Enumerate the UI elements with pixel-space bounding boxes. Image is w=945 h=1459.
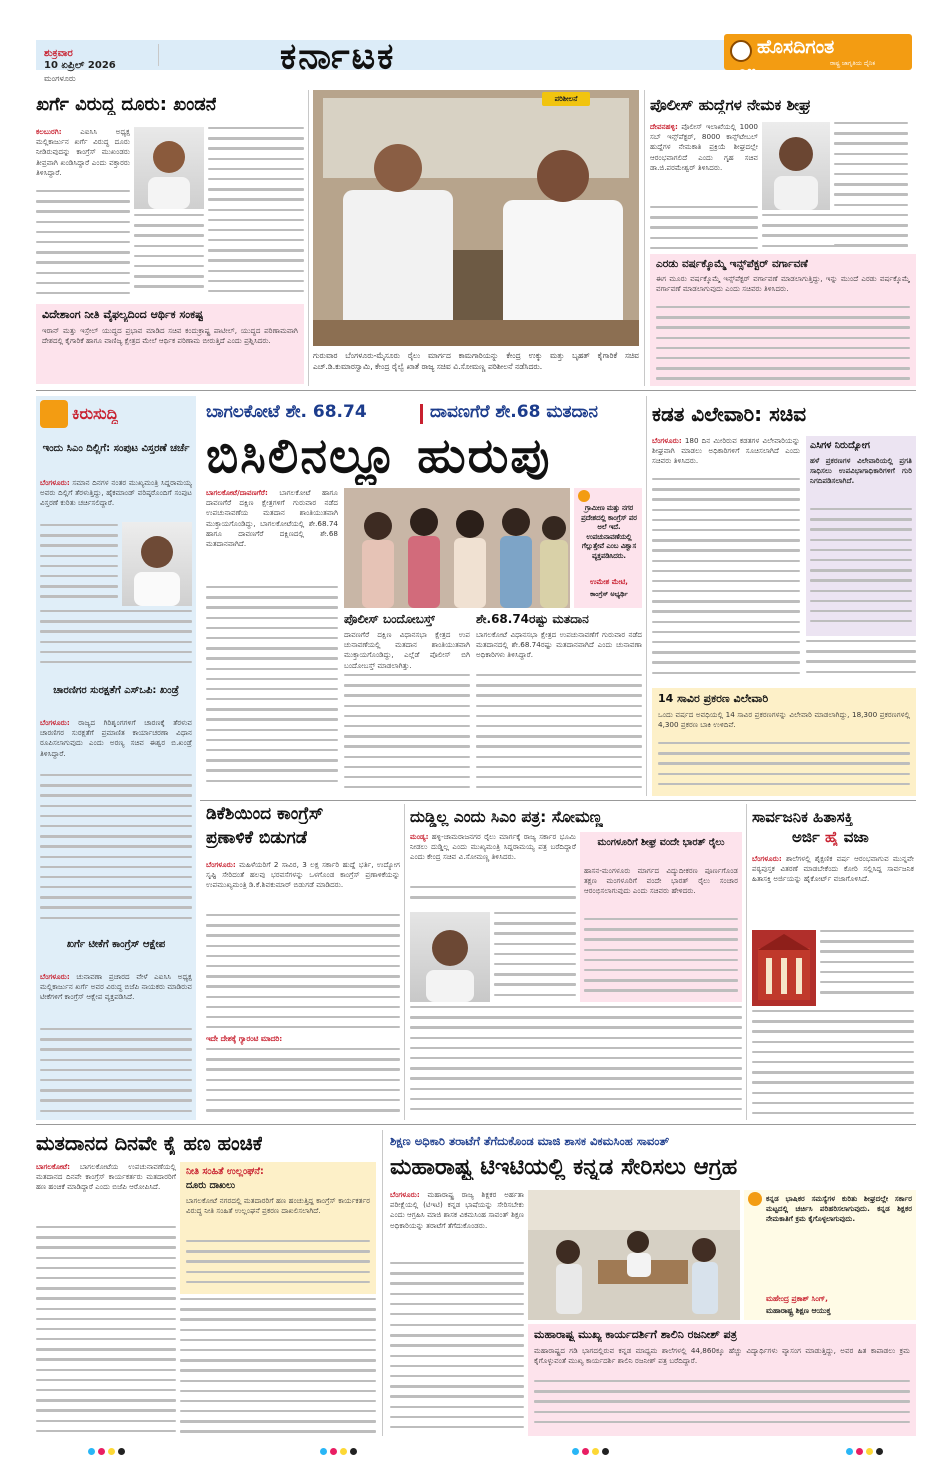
shalini-text: ಮಹಾರಾಷ್ಟ್ರದ ಗಡಿ ಭಾಗದಲ್ಲಿರುವ ಕನ್ನಡ ಮಾಧ್ಯಮ ಶಾಲೆಗಳಲ್ಲಿ 44,860ಕ್ಕೂ ಹೆಚ್ಚು ವಿದ್ಯಾರ್ಥಿಗಳು ವ್ಯಾಸಂಗ ಮಾಡುತ್ತಿದ್ದು, ಅವರ ಹಿತ ಕಾಪಾಡಲು ಕ್ರಮ ಕೈಗೊಳ್ಳುವಂತೆ ಮುಖ್ಯ ಕಾರ್ಯದರ್ಶಿ ಶಾಲಿನಿ ರಜನೀಶ್ ಪತ್ರ ಬರೆದಿದ್ದಾರೆ. [534, 1346, 910, 1366]
police-lead: ಪೊಲೀಸ್ ಇಲಾಖೆಯಲ್ಲಿ 1000 ಸಬ್ ಇನ್ಸ್‌ಪೆಕ್ಟರ್, 8000 ಕಾನ್ಸ್‌ಟೇಬಲ್ ಹುದ್ದೆಗಳ ನೇಮಕಾತಿ ಪ್ರಕ್ರಿಯೆ ಶೀಘ್ರದಲ್ಲೇ ಆರಂಭವಾಗಲಿದೆ ಎಂದು ಗೃಹ ಸಚಿವ ಡಾ.ಜಿ.ಪರಮೇಶ್ವರ್ ತಿಳಿಸಿದರು. [650, 122, 758, 172]
kiru-item2-lines [40, 774, 192, 930]
paper-tagline: ರಾಷ್ಟ್ರ ಜಾಗೃತಿಯ ದೈನಿಕ [830, 60, 876, 67]
vandebharat-lines [584, 918, 738, 1000]
registration-marks-left [88, 1440, 128, 1459]
somanna-dateline: ಮಂಡ್ಯ: [410, 832, 429, 841]
arji-headline-word3: ವಜಾ [843, 828, 869, 846]
arji-dateline: ಬೆಂಗಳೂರು: [752, 854, 782, 863]
election-quote-author: ಉಮೇಶ ಮೇಟಿ, [590, 578, 628, 586]
election-kicker-sep [420, 404, 423, 424]
vilevari-box-text: ಒಂದು ವರ್ಷದ ಅವಧಿಯಲ್ಲಿ 14 ಸಾವಿರ ಪ್ರಕರಣಗಳನ್ನು ವಿಲೇವಾರಿ ಮಾಡಲಾಗಿದ್ದು, 18,300 ಪ್ರಕರಣಗಳಲ್ಲಿ 4,300 ಪ್ರಕರಣ ಬಾಕಿ ಉಳಿದಿವೆ. [658, 710, 910, 730]
police-headline: ಪೊಲೀಸ್ ಹುದ್ದೆಗಳ ನೇಮಕ ಶೀಘ್ರ [650, 96, 811, 114]
kharge-body-wide [134, 214, 204, 300]
election-text [206, 488, 338, 584]
kiru-item3-text [40, 972, 192, 1024]
masthead-date: 10 ಏಪ್ರಿಲ್ 2026 [44, 60, 116, 71]
arji-headline-word2: ಹೈ [824, 828, 839, 846]
election-quote: ಗ್ರಾಮೀಣ ಮತ್ತು ನಗರ ಪ್ರದೇಶದಲ್ಲಿ ಕಾಂಗ್ರೆಸ್ ಪರ ಅಲೆ ಇದೆ. ಉಪಚುನಾವಣೆಯಲ್ಲಿ ಗೆಲ್ಲುತ್ತೇವೆ ಎಂಬ ವಿಶ್ವಾಸ ವ್ಯಕ್ತಪಡಿಸಿದರು. [581, 504, 637, 560]
vilevari-box-title: 14 ಸಾವಿರ ಪ್ರಕರಣ ವಿಲೇವಾರಿ [658, 692, 769, 705]
registration-marks-right [846, 1440, 886, 1459]
hana-body2 [180, 1298, 376, 1436]
somanna-text [410, 832, 576, 884]
arji-body2 [752, 1010, 914, 1118]
maharashtra-quote: ಕನ್ನಡ ಭಾಷಿಕರ ಸಮಸ್ಯೆಗಳ ಕುರಿತು ಶೀಘ್ರದಲ್ಲೇ ಸರ್ಕಾರ ಮಟ್ಟದಲ್ಲಿ ಚರ್ಚಿಸಿ ಪರಿಹರಿಸಲಾಗುವುದು. ಕನ್ನಡ ಶಿಕ್ಷಕರ ನೇಮಕಾತಿಗೆ ಕ್ರಮ ಕೈಗೊಳ್ಳಲಾಗುವುದು. [766, 1194, 912, 1224]
police-dateline: ದೇವನಹಳ್ಳಿ: [650, 122, 678, 131]
maharashtra-kicker: ಶಿಕ್ಷಣ ಅಧಿಕಾರಿ ತರಾಟೆಗೆ ತೆಗೆದುಕೊಂಡ ಮಾಜಿ ಶಾಸಕ ವಿಕಮಸಿಂಹ ಸಾವಂತ್ [390, 1134, 670, 1148]
hana-box-title-line1: ನೀತಿ ಸಂಹಿತೆ ಉಲ್ಲಂಘನೆ: [186, 1166, 264, 1177]
election-sub1-lines [344, 674, 470, 796]
somanna-body2 [494, 912, 576, 1002]
inspector-headline: ಎರಡು ವರ್ಷಕ್ಕೊಮ್ಮೆ ಇನ್ಸ್‌ಪೆಕ್ಟರ್ ವರ್ಗಾವಣೆ [656, 258, 808, 270]
row3-divider [36, 1124, 916, 1125]
election-sub1-text: ದಾವಣಗೆರೆ ದಕ್ಷಿಣ ವಿಧಾನಸಭಾ ಕ್ಷೇತ್ರದ ಉಪ ಚುನಾವಣೆಯಲ್ಲಿ ಮತದಾನ ಶಾಂತಿಯುತವಾಗಿ ಮುಕ್ತಾಯಗೊಂಡಿದ್ದು, ಎಲ್ಲೆಡೆ ಪೊಲೀಸ್ ಬಿಗಿ ಬಂದೋಬಸ್ತ್ ಮಾಡಲಾಗಿತ್ತು. [344, 630, 470, 670]
kharge-body-col2 [208, 127, 304, 299]
kiru-item2-body: ರಾಜ್ಯದ ಗಿರಿಶೃಂಗಗಳಿಗೆ ಚಾರಣಕ್ಕೆ ತೆರಳುವ ಚಾರಣಿಗರ ಸುರಕ್ಷತೆಗೆ ಪ್ರಮಾಣಿತ ಕಾರ್ಯಾಚರಣಾ ವಿಧಾನ ರೂಪಿಸಲಾಗುವುದು ಎಂದು ಅರಣ್ಯ ಸಚಿವ ಈಶ್ವರ ಬಿ.ಖಂಡ್ರೆ ತಿಳಿಸಿದ್ದಾರೆ. [40, 718, 192, 758]
dkshi-headline-line1: ಡಿಕೆಶಿಯಿಂದ ಕಾಂಗ್ರೆಸ್ [206, 804, 324, 824]
train-photo-tag-label: ಪರಿಶೀಲನೆ [554, 95, 578, 103]
hana-text [36, 1162, 176, 1224]
hana-body1 [36, 1226, 176, 1436]
kharge-dateline: ಕಲಬುರಗಿ: [36, 127, 62, 136]
vilevari-side-lines [810, 508, 912, 632]
maharashtra-text [390, 1190, 524, 1260]
inspector-body [656, 306, 910, 382]
somanna-body1 [410, 886, 576, 910]
maharashtra-body1 [390, 1262, 524, 1322]
election-kicker-right: ದಾವಣಗೆರೆ ಶೇ.68 ಮತದಾನ [430, 402, 598, 422]
train-photo [313, 90, 639, 346]
registration-marks-center-left [320, 1440, 360, 1459]
arji-headline-line1: ಸಾರ್ವಜನಿಕ ಹಿತಾಸಕ್ತಿ [752, 808, 853, 826]
kiru-item2-title: ಚಾರಣಿಗರ ಸುರಕ್ಷತೆಗೆ ಎಸ್‌ಒಪಿ: ಖಂಡ್ರೆ [53, 685, 179, 696]
col-divider-2 [644, 90, 645, 386]
kiru-item3-title: ಖರ್ಗೆ ಟೀಕೆಗೆ ಕಾಂಗ್ರೆಸ್ ಆಕ್ಷೇಪ [66, 939, 166, 950]
kiru-item3-dateline: ಬೆಂಗಳೂರು: [40, 972, 70, 981]
arji-lead: ಶಾಲೆಗಳಲ್ಲಿ ಶೈಕ್ಷಣಿಕ ವರ್ಷ ಆರಂಭವಾಗುವ ಮುನ್ನವೇ ಪಠ್ಯಪುಸ್ತಕ ವಿತರಣೆ ಮಾಡಬೇಕೆಂದು ಕೋರಿ ಸಲ್ಲಿಸಿದ್ದ ಸಾರ್ವಜನಿಕ ಹಿತಾಸಕ್ತಿ ಅರ್ಜಿಯನ್ನು ಹೈಕೋರ್ಟ್ ವಜಾಗೊಳಿಸಿದೆ. [752, 854, 914, 884]
somanna-lead: ಹಳ್ಳಿ-ಚಾಮರಾಜನಗರ ರೈಲು ಮಾರ್ಗಕ್ಕೆ ರಾಜ್ಯ ಸರ್ಕಾರ ಭೂಮಿ ನೀಡಲು ದುಡ್ಡಿಲ್ಲ ಎಂದು ಮುಖ್ಯಮಂತ್ರಿ ಸಿದ್ದರಾಮಯ್ಯ ಪತ್ರ ಬರೆದಿದ್ದಾರೆ ಎಂದು ಕೇಂದ್ರ ಸಚಿವ ವಿ.ಸೋಮಣ್ಣ ತಿಳಿಸಿದರು. [410, 832, 576, 862]
maharashtra-lead: ಮಹಾರಾಷ್ಟ್ರ ರಾಜ್ಯ ಶಿಕ್ಷಕರ ಅರ್ಹತಾ ಪರೀಕ್ಷೆಯಲ್ಲಿ (ಟಿಇಟಿ) ಕನ್ನಡ ಭಾಷೆಯನ್ನು ಸೇರಿಸಬೇಕು ಎಂದು ಆಗ್ರಹಿಸಿ ಮಾಜಿ ಶಾಸಕ ವಿಕಮಸಿಂಹ ಸಾವಂತ್ ಶಿಕ್ಷಣ ಅಧಿಕಾರಿಯನ್ನು ತರಾಟೆಗೆ ತೆಗೆದುಕೊಂಡರು. [390, 1190, 524, 1230]
kiru-item1-title: ಇಂದು ಸಿಎಂ ದಿಲ್ಲಿಗೆ: ಸಂಪುಟ ವಿಸ್ತರಣೆ ಚರ್ಚೆ [42, 443, 190, 454]
maharashtra-quote-author: ಮಹೇಂದ್ರ ಪ್ರಕಾಶ್ ಸಿಂಗ್, [766, 1294, 828, 1303]
dkshi-body1 [206, 914, 400, 1032]
arji-body1 [820, 930, 914, 1006]
row1-divider [36, 390, 916, 391]
election-sub1-title: ಪೊಲೀಸ್ ಬಂದೋಬಸ್ತ್ [344, 612, 436, 626]
kiru-item3-body: ಚುನಾವಣಾ ಪ್ರಚಾರದ ವೇಳೆ ಎಐಸಿಸಿ ಅಧ್ಯಕ್ಷ ಮಲ್ಲಿಕಾರ್ಜುನ ಖರ್ಗೆ ಅವರ ವಿರುದ್ಧ ಬಿಜೆಪಿ ನಾಯಕರು ಮಾಡಿರುವ ಟೀಕೆಗಳಿಗೆ ಕಾಂಗ್ರೆಸ್ ಆಕ್ಷೇಪ ವ್ಯಕ್ತಪಡಿಸಿದೆ. [40, 972, 192, 1002]
col-divider-1 [308, 90, 309, 386]
maharashtra-headline: ಮಹಾರಾಷ್ಟ್ರ ಟಿಇಟಿಯಲ್ಲಿ ಕನ್ನಡ ಸೇರಿಸಲು ಆಗ್ರಹ [390, 1154, 738, 1180]
col-divider-6 [382, 1130, 383, 1436]
police-body-col1 [650, 206, 758, 252]
kiru-item2-text [40, 718, 192, 770]
hana-box-text: ಬಾಗಲಕೋಟೆ ನಗರದಲ್ಲಿ ಮತದಾರರಿಗೆ ಹಣ ಹಂಚುತ್ತಿದ್ದ ಕಾಂಗ್ರೆಸ್ ಕಾರ್ಯಕರ್ತರ ವಿರುದ್ಧ ನೀತಿ ಸಂಹಿತೆ ಉಲ್ಲಂಘನೆ ಪ್ರಕರಣ ದಾಖಲಿಸಲಾಗಿದೆ. [186, 1196, 370, 1216]
election-kicker-left: ಬಾಗಲಕೋಟೆ ಶೇ. 68.74 [206, 402, 367, 422]
siddaramaiah-photo [122, 522, 192, 606]
page-number: ೦೫ [738, 62, 756, 81]
somanna-body3 [410, 1006, 742, 1118]
masthead-divider [158, 44, 159, 66]
vilevari-side-text: ಹಳೆ ಪ್ರಕರಣಗಳ ವಿಲೇವಾರಿಯಲ್ಲಿ ಪ್ರಗತಿ ಸಾಧಿಸಲು ಉಪವಿಭಾಗಾಧಿಕಾರಿಗಳಿಗೆ ಗುರಿ ನಿಗದಿಪಡಿಸಲಾಗಿದೆ. [810, 456, 912, 486]
arji-text [752, 854, 914, 928]
arji-headline-word1: ಅರ್ಜಿ [792, 828, 820, 846]
election-quote-role: ಕಾಂಗ್ರೆಸ್ ಅಭ್ಯರ್ಥಿ [590, 590, 628, 598]
police-body-col3 [762, 214, 908, 252]
hana-lead: ಬಾಗಲಕೋಟೆಯ ಉಪಚುನಾವಣೆಯಲ್ಲಿ ಮತದಾನದ ದಿನವೇ ಕಾಂಗ್ರೆಸ್ ಕಾರ್ಯಕರ್ತರು ಮತದಾರರಿಗೆ ಹಣ ಹಂಚಿಕೆ ಮಾಡಿದ್ದಾರೆ ಎಂದು ಬಿಜೆಪಿ ಆರೋಪಿಸಿದೆ. [36, 1162, 176, 1192]
kharge-lead: ಎಐಸಿಸಿ ಅಧ್ಯಕ್ಷ ಮಲ್ಲಿಕಾರ್ಜುನ ಖರ್ಗೆ ವಿರುದ್ಧ ದೂರು ನೀಡಿರುವುದನ್ನು ಕಾಂಗ್ರೆಸ್ ಮುಖಂಡರು ತೀವ್ರವಾಗಿ ಖಂಡಿಸಿದ್ದಾರೆ ಎಂದು ವಕ್ತಾರರು ತಿಳಿಸಿದ್ದಾರೆ. [36, 127, 130, 177]
videsh-text: ಇರಾನ್ ಮತ್ತು ಇಸ್ರೇಲ್ ಯುದ್ಧದ ಪ್ರಭಾವ ಮಾಡಿದ ಸಚಿವ ಕಂದುಕ್ರಾಷ್ಟ್ರ ಪಾಟೀಲ್, ಯುದ್ಧದ ಪರಿಣಾಮವಾಗಿ ದೇಶದಲ್ಲಿ ಕೈಗಾರಿಕೆ ಹಾಗೂ ವಾಣಿಜ್ಯ ಕ್ಷೇತ್ರದ ಮೇಲೆ ಆರ್ಥಿಕ ಪರಿಣಾಮ ಬೀರುತ್ತಿದೆ ಎಂದು ಪ್ರಶ್ನಿಸಿದರು. [42, 326, 298, 346]
hana-dateline: ಬಾಗಲಕೋಟೆ: [36, 1162, 71, 1171]
paper-emblem-icon [730, 40, 752, 62]
vilevari-body-col2 [806, 640, 916, 684]
arji-headline-line2 [792, 828, 869, 846]
videsh-headline: ವಿದೇಶಾಂಗ ನೀತಿ ವೈಫಲ್ಯದಿಂದ ಆರ್ಥಿಕ ಸಂಕಷ್ಟ [42, 308, 204, 321]
voters-photo [344, 488, 570, 608]
election-headline: ಬಿಸಿಲಿನಲ್ಲೂ ಹುರುಪು [206, 428, 552, 484]
dkshi-lead: ಮಹಿಳೆಯರಿಗೆ 2 ಸಾವಿರ, 3 ಲಕ್ಷ ಸರ್ಕಾರಿ ಹುದ್ದೆ ಭರ್ತಿ, ಉದ್ಯೋಗ ಸೃಷ್ಟಿ ಸೇರಿದಂತೆ ಹಲವು ಭರವಸೆಗಳನ್ನು ಒಳಗೊಂಡ ಕಾಂಗ್ರೆಸ್ ಪ್ರಣಾಳಿಕೆಯನ್ನು ಉಪಮುಖ್ಯಮಂತ್ರಿ ಡಿ.ಕೆ.ಶಿವಕುಮಾರ್ ಬಿಡುಗಡೆ ಮಾಡಿದರು. [206, 860, 400, 890]
vilevari-side-title: ಎಸಿಗಳ ನಿರುದ್ಯೋಗ [810, 440, 870, 451]
kiru-item1-dateline: ಬೆಂಗಳೂರು: [40, 478, 70, 487]
kharge-body-col1 [36, 190, 130, 300]
col-divider-4 [404, 804, 405, 1120]
hana-box-title-line2: ದೂರು ದಾಖಲು [186, 1180, 236, 1191]
maharashtra-quote-icon [748, 1192, 762, 1206]
dkshi-headline-line2: ಪ್ರಣಾಳಿಕೆ ಬಿಡುಗಡೆ [206, 828, 308, 848]
train-photo-caption: ಗುರುವಾರ ಬೆಂಗಳೂರು-ಮೈಸೂರು ರೈಲು ಮಾರ್ಗದ ಕಾಮಗಾರಿಯನ್ನು ಕೇಂದ್ರ ಉಕ್ಕು ಮತ್ತು ಬೃಹತ್ ಕೈಗಾರಿಕೆ ಸಚಿವ ಎಚ್.ಡಿ.ಕುಮಾರಸ್ವಾಮಿ, ಕೇಂದ್ರ ರೈಲ್ವೆ ಖಾತೆ ರಾಜ್ಯ ಸಚಿವ ವಿ.ಸೋಮಣ್ಣ ಪರಿಶೀಲನೆ ನಡೆಸಿದರು. [313, 351, 639, 371]
section-title: ಕರ್ನಾಟಕ [280, 36, 396, 77]
masthead-day: ಶುಕ್ರವಾರ [44, 48, 73, 59]
election-sub2-title: ಶೇ.68.74ರಷ್ಟು ಮತದಾನ [476, 612, 589, 626]
vilevari-body [652, 478, 800, 684]
maharashtra-body2 [390, 1324, 524, 1436]
election-body-col1 [206, 586, 338, 796]
kiru-item1-text [40, 478, 192, 520]
registration-marks-center-right [572, 1440, 612, 1459]
kiru-item1-lines [40, 524, 118, 608]
vilevari-text [652, 436, 800, 476]
masthead-city: ಮಂಗಳೂರು [44, 74, 76, 83]
dkshi-text [206, 860, 400, 910]
police-photo [762, 122, 830, 210]
quote-icon [578, 490, 590, 502]
somanna-headline: ದುಡ್ಡಿಲ್ಲ ಎಂದು ಸಿಎಂ ಪತ್ರ: ಸೋಮಣ್ಣ [410, 808, 603, 826]
dkshi-body2 [206, 1048, 400, 1118]
maharashtra-photo [528, 1190, 740, 1320]
police-text [650, 122, 758, 206]
vandebharat-text: ಹಾಸನ-ಮಂಗಳೂರು ಮಾರ್ಗದ ವಿದ್ಯುದೀಕರಣ ಪೂರ್ಣಗೊಂಡ ತಕ್ಷಣ ಮಂಗಳೂರಿಗೆ ವಂದೇ ಭಾರತ್ ರೈಲು ಸಂಚಾರ ಆರಂಭಿಸಲಾಗುವುದು ಎಂದು ಸಚಿವರು ಹೇಳಿದರು. [584, 866, 738, 896]
election-dateline: ಬಾಗಲಕೋಟೆ/ದಾವಣಗೆರೆ: [206, 488, 268, 497]
col-divider-5 [746, 804, 747, 1120]
kiru-item1-lines2 [40, 610, 192, 676]
row2-divider [200, 800, 916, 801]
kharge-headline: ಖರ್ಗೆ ವಿರುದ್ಧ ದೂರು: ಖಂಡನೆ [36, 94, 217, 115]
vilevari-lead: 180 ದಿನ ಮೀರಿರುವ ಕಡತಗಳ ವಿಲೇವಾರಿಯನ್ನು ಶೀಘ್ರವಾಗಿ ಮಾಡಲು ಅಧಿಕಾರಿಗಳಿಗೆ ಸೂಚಿಸಲಾಗಿದೆ ಎಂದು ಸಚಿವರು ತಿಳಿಸಿದರು. [652, 436, 800, 466]
election-sub2-lines [476, 674, 642, 796]
dkshi-dateline: ಬೆಂಗಳೂರು: [206, 860, 236, 869]
col-divider-3 [646, 396, 647, 796]
train-photo-tag [542, 92, 590, 106]
dkshi-subhead: ಇದೇ ದೇಶಕ್ಕೆ ಗ್ಯಾರಂಟಿ ಮಾದರಿ: [206, 1034, 283, 1043]
maharashtra-quote-role: ಮಹಾರಾಷ್ಟ್ರ ಶಿಕ್ಷಣ ಆಯುಕ್ತ [766, 1306, 831, 1315]
kiru-item3-lines [40, 1028, 192, 1116]
election-sub2-text: ಬಾಗಲಕೋಟೆ ವಿಧಾನಸಭಾ ಕ್ಷೇತ್ರದ ಉಪಚುನಾವಣೆಗೆ ಗುರುವಾರ ನಡೆದ ಮತದಾನದಲ್ಲಿ ಶೇ.68.74ರಷ್ಟು ಮತದಾನವಾಗಿದೆ ಎಂದು ಚುನಾವಣಾ ಅಧಿಕಾರಿಗಳು ತಿಳಿಸಿದ್ದಾರೆ. [476, 630, 642, 660]
kirusuddi-logo-box [40, 400, 68, 428]
maharashtra-dateline: ಬೆಂಗಳೂರು: [390, 1190, 420, 1199]
hana-box-lines [186, 1240, 370, 1292]
vilevari-headline: ಕಡತ ವಿಲೇವಾರಿ: ಸಚಿವ [652, 402, 807, 426]
kharge-photo [134, 127, 204, 209]
kiru-item1-body: ಸಮಾನ ದಿನಗಳ ನಂತರ ಮುಖ್ಯಮಂತ್ರಿ ಸಿದ್ದರಾಮಯ್ಯ ಅವರು ದಿಲ್ಲಿಗೆ ತೆರಳುತ್ತಿದ್ದು, ಹೈಕಮಾಂಡ್ ವರಿಷ್ಠರೊಂದಿಗೆ ಸಂಪುಟ ವಿಸ್ತರಣೆ ಕುರಿತು ಚರ್ಚಿಸಲಿದ್ದಾರೆ. [40, 478, 192, 508]
highcourt-photo [752, 930, 816, 1006]
hana-headline: ಮತದಾನದ ದಿನವೇ ಕೈ ಹಣ ಹಂಚಿಕೆ [36, 1132, 263, 1155]
shalini-lines [534, 1380, 910, 1434]
vilevari-box-lines [658, 742, 910, 794]
kirusuddi-logo: ಕಿರುಸುದ್ದಿ [72, 404, 119, 423]
somanna-photo [410, 912, 490, 1002]
vilevari-dateline: ಬೆಂಗಳೂರು: [652, 436, 682, 445]
inspector-text: ಈಗ ಮೂರು ವರ್ಷಕ್ಕೊಮ್ಮೆ ಇನ್ಸ್‌ಪೆಕ್ಟರ್ ವರ್ಗಾವಣೆ ಮಾಡಲಾಗುತ್ತಿದ್ದು, ಇನ್ನು ಮುಂದೆ ಎರಡು ವರ್ಷಕ್ಕೊಮ್ಮೆ ವರ್ಗಾವಣೆ ಮಾಡಲಾಗುವುದು ಎಂದು ಸಚಿವರು ತಿಳಿಸಿದರು. [656, 274, 910, 294]
vandebharat-title: ಮಂಗಳೂರಿಗೆ ಶೀಘ್ರ ವಂದೇ ಭಾರತ್ ರೈಲು [597, 837, 725, 848]
election-lead: ಬಾಗಲಕೋಟೆ ಹಾಗೂ ದಾವಣಗೆರೆ ದಕ್ಷಿಣ ಕ್ಷೇತ್ರಗಳಿಗೆ ಗುರುವಾರ ನಡೆದ ಉಪಚುನಾವಣೆಯ ಮತದಾನ ಶಾಂತಿಯುತವಾಗಿ ಮುಕ್ತಾಯಗೊಂಡಿದ್ದು, ಬಾಗಲಕೋಟೆಯಲ್ಲಿ ಶೇ.68.74 ಹಾಗೂ ದಾವಣಗೆರೆ ದಕ್ಷಿಣದಲ್ಲಿ ಶೇ.68 ಮತದಾನವಾಗಿದೆ. [206, 488, 338, 549]
shalini-title: ಮಹಾರಾಷ್ಟ್ರ ಮುಖ್ಯ ಕಾರ್ಯದರ್ಶಿಗೆ ಶಾಲಿನಿ ರಜನೀಶ್ ಪತ್ರ [534, 1328, 737, 1341]
kiru-item2-dateline: ಬೆಂಗಳೂರು: [40, 718, 70, 727]
masthead [0, 0, 945, 83]
paper-name: ಹೊಸದಿಗಂತ [757, 36, 835, 58]
